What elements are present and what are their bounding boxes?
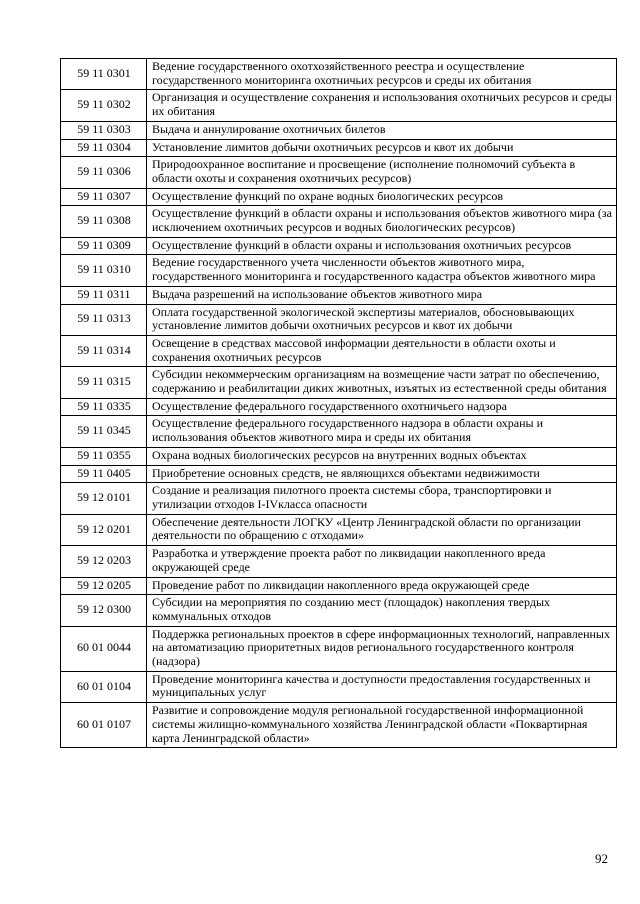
- code-cell: 59 11 0302: [61, 90, 147, 121]
- code-cell: 59 11 0355: [61, 447, 147, 465]
- description-cell: Оплата государственной экологической экспертизы материалов, обосновывающих установление лимитов добычи охотничьих ресурсов и квот их добычи: [147, 304, 617, 335]
- code-cell: 59 12 0203: [61, 546, 147, 577]
- code-cell: 59 11 0301: [61, 59, 147, 90]
- code-cell: 59 11 0304: [61, 139, 147, 157]
- table-row: [61, 90, 617, 121]
- table-row: [61, 398, 617, 416]
- description-cell: Создание и реализация пилотного проекта системы сбора, транспортировки и утилизации отходов I-IVкласса опасности: [147, 483, 617, 514]
- description-cell: Ведение государственного охотхозяйственного реестра и осуществление государственного мониторинга охотничьих ресурсов и среды их обитания: [147, 59, 617, 90]
- description-cell: Осуществление федерального государственного надзора в области охраны и использования объектов животного мира и среды их обитания: [147, 416, 617, 447]
- description-cell: Субсидии на мероприятия по созданию мест (площадок) накопления твердых коммунальных отходов: [147, 595, 617, 626]
- description-cell: Природоохранное воспитание и просвещение (исполнение полномочий субъекта в области охоты и сохранения охотничьих ресурсов): [147, 157, 617, 188]
- table-row: [61, 416, 617, 447]
- table-row: [61, 255, 617, 286]
- description-cell: Ведение государственного учета численности объектов животного мира, государственного мониторинга и государственного кадастра объектов животного мира: [147, 255, 617, 286]
- table-row: [61, 335, 617, 366]
- code-cell: 59 11 0313: [61, 304, 147, 335]
- description-cell: Осуществление функций по охране водных биологических ресурсов: [147, 188, 617, 206]
- table-row: [61, 237, 617, 255]
- code-cell: 59 11 0308: [61, 206, 147, 237]
- table-row: [61, 514, 617, 545]
- description-cell: Установление лимитов добычи охотничьих ресурсов и квот их добычи: [147, 139, 617, 157]
- description-cell: Субсидии некоммерческим организациям на возмещение части затрат по обеспечению, содержанию и реабилитации диких животных, изъятых из естественной среды обитания: [147, 367, 617, 398]
- code-cell: 59 11 0306: [61, 157, 147, 188]
- budget-code-table: [60, 58, 617, 748]
- description-cell: Освещение в средствах массовой информации деятельности в области охоты и сохранения охотничьих ресурсов: [147, 335, 617, 366]
- table-row: [61, 671, 617, 702]
- table-row: [61, 286, 617, 304]
- description-cell: Проведение мониторинга качества и доступности предоставления государственных и муниципальных услуг: [147, 671, 617, 702]
- page-number: 92: [595, 851, 608, 866]
- table-row: [61, 546, 617, 577]
- table-row: [61, 304, 617, 335]
- code-cell: 59 12 0205: [61, 577, 147, 595]
- code-cell: 59 12 0300: [61, 595, 147, 626]
- table-row: [61, 447, 617, 465]
- table-row: [61, 206, 617, 237]
- table-row: [61, 139, 617, 157]
- code-cell: 59 11 0405: [61, 465, 147, 483]
- description-cell: Осуществление функций в области охраны и использования объектов животного мира (за исключением охотничьих ресурсов и водных биологических ресурсов): [147, 206, 617, 237]
- table-row: [61, 595, 617, 626]
- table-row: [61, 577, 617, 595]
- code-cell: 59 11 0309: [61, 237, 147, 255]
- description-cell: Выдача разрешений на использование объектов животного мира: [147, 286, 617, 304]
- code-cell: 60 01 0107: [61, 703, 147, 748]
- code-cell: 59 11 0315: [61, 367, 147, 398]
- description-cell: Организация и осуществление сохранения и использования охотничьих ресурсов и среды их обитания: [147, 90, 617, 121]
- table-row: [61, 121, 617, 139]
- description-cell: Разработка и утверждение проекта работ по ликвидации накопленного вреда окружающей среде: [147, 546, 617, 577]
- description-cell: Развитие и сопровождение модуля региональной государственной информационной системы жилищно-коммунального хозяйства Ленинградской области «Поквартирная карта Ленинградской области»: [147, 703, 617, 748]
- description-cell: Приобретение основных средств, не являющихся объектами недвижимости: [147, 465, 617, 483]
- code-cell: 59 11 0345: [61, 416, 147, 447]
- description-cell: Проведение работ по ликвидации накопленного вреда окружающей среде: [147, 577, 617, 595]
- code-cell: 59 12 0201: [61, 514, 147, 545]
- description-cell: Поддержка региональных проектов в сфере информационных технологий, направленных на автоматизацию приоритетных видов регионального государственного контроля (надзора): [147, 626, 617, 671]
- table-row: [61, 465, 617, 483]
- description-cell: Обеспечение деятельности ЛОГКУ «Центр Ленинградской области по организации деятельности по обращению с отходами»: [147, 514, 617, 545]
- code-cell: 59 11 0303: [61, 121, 147, 139]
- description-cell: Осуществление федерального государственного охотничьего надзора: [147, 398, 617, 416]
- table-body: [61, 59, 617, 748]
- code-cell: 59 11 0314: [61, 335, 147, 366]
- code-cell: 60 01 0044: [61, 626, 147, 671]
- code-cell: 59 11 0335: [61, 398, 147, 416]
- table-row: [61, 157, 617, 188]
- table-row: [61, 188, 617, 206]
- table-row: [61, 626, 617, 671]
- description-cell: Осуществление функций в области охраны и использования охотничьих ресурсов: [147, 237, 617, 255]
- description-cell: Охрана водных биологических ресурсов на внутренних водных объектах: [147, 447, 617, 465]
- code-cell: 59 11 0311: [61, 286, 147, 304]
- table-row: [61, 483, 617, 514]
- code-cell: 59 11 0310: [61, 255, 147, 286]
- table-row: [61, 703, 617, 748]
- code-cell: 59 11 0307: [61, 188, 147, 206]
- table-row: [61, 59, 617, 90]
- code-cell: 59 12 0101: [61, 483, 147, 514]
- description-cell: Выдача и аннулирование охотничьих билетов: [147, 121, 617, 139]
- code-cell: 60 01 0104: [61, 671, 147, 702]
- table-row: [61, 367, 617, 398]
